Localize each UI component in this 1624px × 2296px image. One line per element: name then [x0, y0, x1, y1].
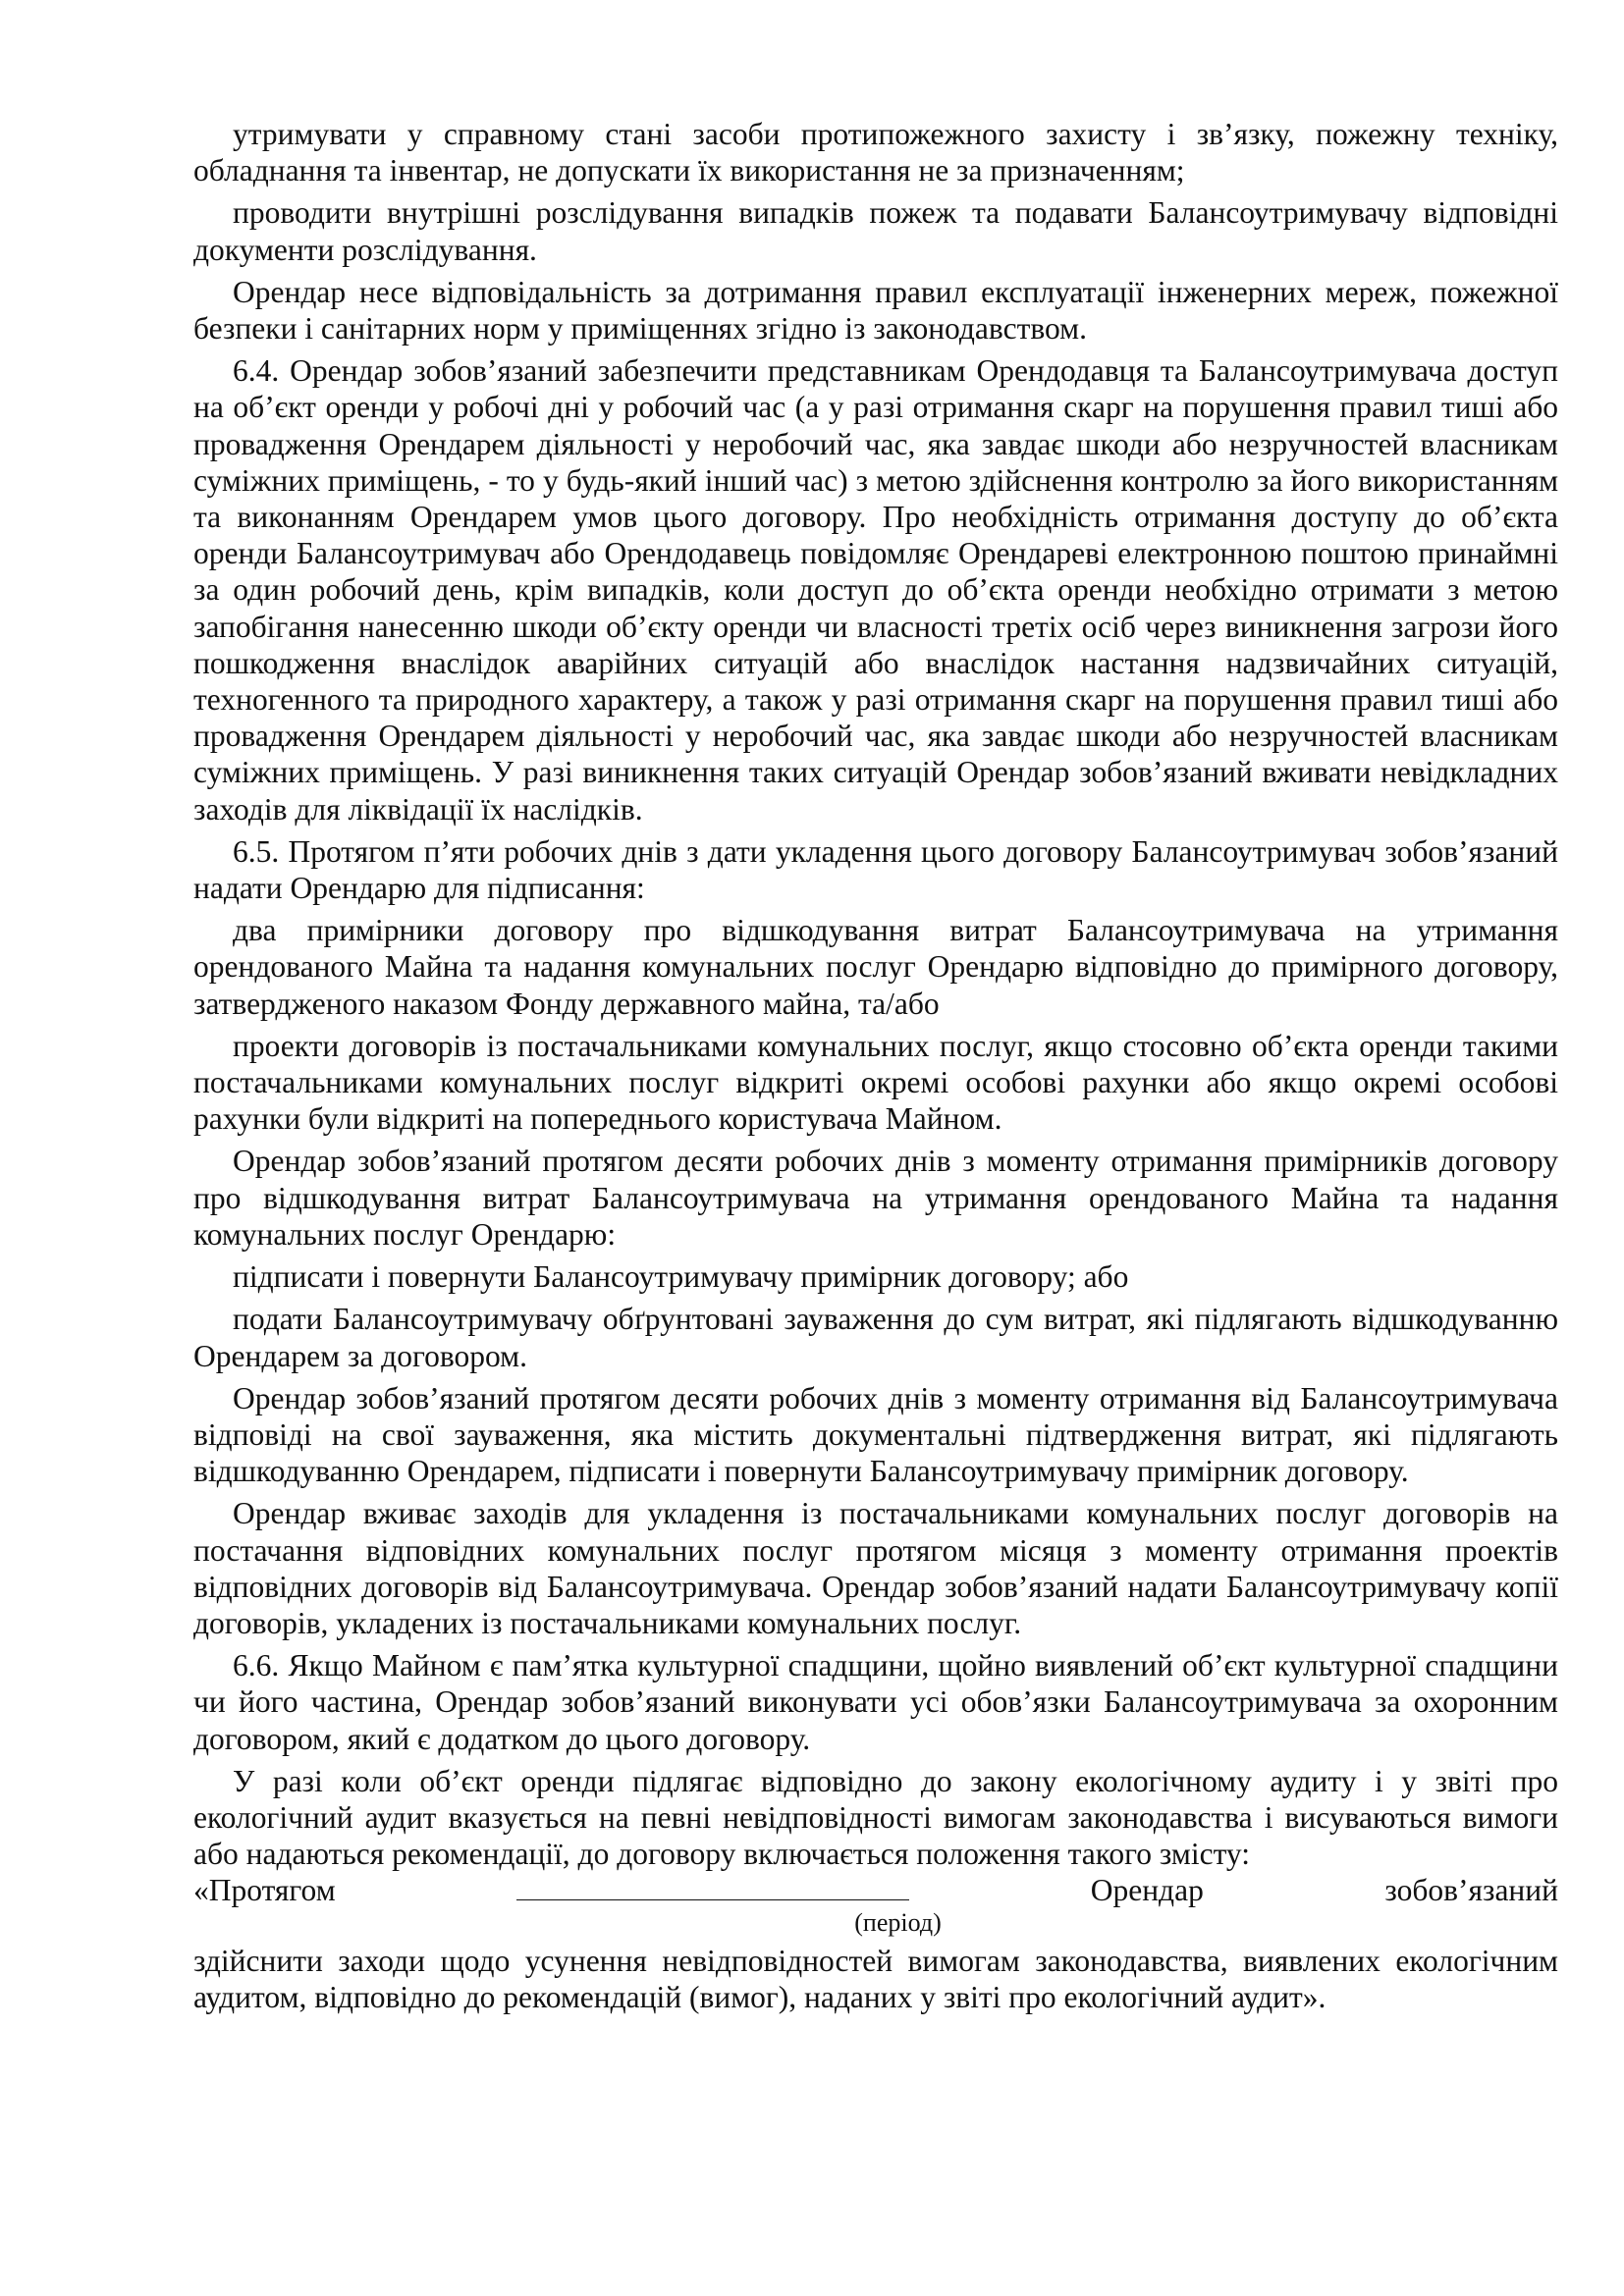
clause-continuation: здійснити заходи щодо усунення невідповідностей вимогам законодавства, виявлених екологічним аудитом, відповідно до рекомендацій (вимог), наданих у звіті про екологічний аудит».: [193, 1943, 1558, 2014]
period-caption: (період): [854, 1907, 942, 1937]
paragraph-two-copies: два примірники договору про відшкодування витрат Балансоутримувача на утримання орендованого Майна та надання комунальних послуг Орендарю відповідно до примірного договору, затвердженого наказом Фонду державного майна, та/або: [193, 913, 1558, 1021]
paragraph-submit-remarks: подати Балансоутримувачу обґрунтовані зауваження до сум витрат, які підлягають відшкодуванню Орендарем за договором.: [193, 1302, 1558, 1373]
paragraph-6-6-heritage: 6.6. Якщо Майном є пам’ятка культурної спадщини, щойно виявлений об’єкт культурної спадщини чи його частина, Орендар зобов’язаний виконувати усі обов’язки Балансоутримувача за охоронним договором, який є додатком до цього договору.: [193, 1648, 1558, 1756]
paragraph-fire-equipment: утримувати у справному стані засоби протипожежного захисту і зв’язку, пожежну техніку, обладнання та інвентар, не допускати їх використання не за призначенням;: [193, 117, 1558, 188]
document-page: [193, 116, 1558, 2015]
paragraph-utility-contracts: Орендар вживає заходів для укладення із постачальниками комунальних послуг договорів на постачання відповідних комунальних послуг протягом місяця з моменту отримання проектів відповідних договорів від Балансоутримувача. Орендар зобов’язаний надати Балансоутримувачу копії договорів, укладених із постачальниками комунальних послуг.: [193, 1496, 1558, 1640]
paragraph-tenant-ten-days: Орендар зобов’язаний протягом десяти робочих днів з моменту отримання примірників договору про відшкодування витрат Балансоутримувача на утримання орендованого Майна та надання комунальних послуг Орендарю:: [193, 1144, 1558, 1252]
clause-start: «Протягом: [193, 1873, 336, 1908]
paragraph-eco-audit: У разі коли об’єкт оренди підлягає відповідно до закону екологічному аудиту і у звіті про екологічний аудит вказується на певні невідповідності вимогам законодавства і висуваються вимоги або надаються рекомендації, до договору включається положення такого змісту:: [193, 1763, 1558, 1872]
paragraph-fire-investigation: проводити внутрішні розслідування випадків пожеж та подавати Балансоутримувачу відповідні документи розслідування.: [193, 195, 1558, 267]
paragraph-6-4-access: 6.4. Орендар зобов’язаний забезпечити представникам Орендодавця та Балансоутримувача доступ на об’єкт оренди у робочі дні у робочий час (а у разі отримання скарг на порушення правил тиші або провадження Орендарем діяльності у неробочий час, яка завдає шкоди або незручностей власникам суміжних приміщень, - то у будь-який інший час) з метою здійснення контролю за його використанням та виконанням Орендарем умов цього договору. Про необхідність отримання доступу до об’єкта оренди Балансоутримувач або Орендодавець повідомляє Орендареві електронною поштою принаймні за один робочий день, крім випадків, коли доступ до об’єкта оренди необхідно отримати з метою запобігання нанесенню шкоди об’єкту оренди чи власності третіх осіб через виникнення загрози його пошкодження внаслідок аварійних ситуацій або внаслідок настання надзвичайних ситуацій, техногенного та природного характеру, а також у разі отримання скарг на порушення правил тиші або провадження Орендарем діяльності у неробочий час, яка завдає шкоди або незручностей власникам суміжних приміщень. У разі виникнення таких ситуацій Орендар зобов’язаний вживати невідкладних заходів для ліквідації їх наслідків.: [193, 353, 1558, 827]
paragraph-6-5-intro: 6.5. Протягом п’яти робочих днів з дати укладення цього договору Балансоутримувач зобов’язаний надати Орендарю для підписання:: [193, 833, 1558, 906]
paragraph-sign-return: підписати і повернути Балансоутримувачу примірник договору; або: [233, 1259, 1129, 1295]
paragraph-tenant-responsibility: Орендар несе відповідальність за дотримання правил експлуатації інженерних мереж, пожежної безпеки і санітарних норм у приміщеннях згідно із законодавством.: [193, 274, 1558, 347]
clause-verb: зобов’язаний: [1384, 1873, 1558, 1908]
period-blank: [516, 1874, 909, 1900]
clause-fill-line: [193, 1872, 1558, 1908]
clause-party: Орендар: [1090, 1873, 1204, 1908]
paragraph-reply-remarks: Орендар зобов’язаний протягом десяти робочих днів з моменту отримання від Балансоутримувача відповіді на свої зауваження, яка містить документальні підтвердження витрат, які підлягають відшкодуванню Орендарем, підписати і повернути Балансоутримувачу примірник договору.: [193, 1380, 1558, 1489]
paragraph-supplier-contracts: проекти договорів із постачальниками комунальних послуг, якщо стосовно об’єкта оренди такими постачальниками комунальних послуг відкриті окремі особові рахунки або якщо окремі особові рахунки були відкриті на попереднього користувача Майном.: [193, 1028, 1558, 1137]
